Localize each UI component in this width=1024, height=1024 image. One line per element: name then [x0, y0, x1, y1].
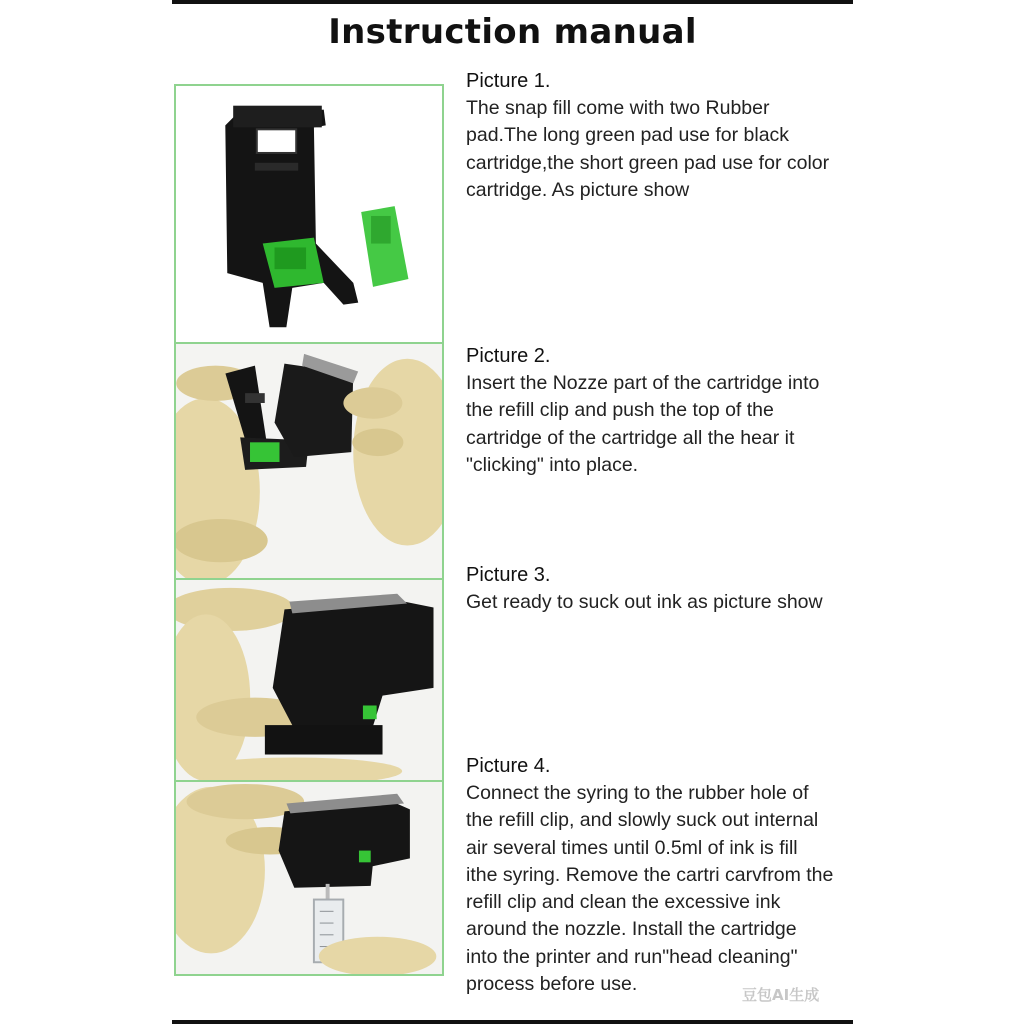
- step-picture-1: [466, 68, 858, 204]
- cartridge-insert-illustration: [176, 344, 442, 578]
- step-heading: Picture 1.: [466, 70, 551, 92]
- step-heading: Picture 3.: [466, 564, 551, 586]
- step-body: Get ready to suck out ink as picture show: [466, 591, 823, 613]
- syringe-attached-to-clip-photo: [174, 780, 444, 976]
- step-body: The snap fill come with two Rubber pad.The long green pad use for black cartridge,the short green pad use for color cartridge. As picture show: [466, 97, 830, 201]
- page-title: Instruction manual: [328, 12, 697, 52]
- refill-clip-illustration: [176, 86, 442, 342]
- step-body: Connect the syring to the rubber hole of the refill clip, and slowly suck out internal air several times until 0.5ml of ink is fill ithe syring. Remove the cartri carvfrom the refill clip and clean the excessive ink around the nozzle. Install the cartridge into the printer and run"head cleaning" process before use.: [466, 782, 834, 996]
- cartridge-held-illustration: [176, 580, 442, 780]
- step-heading: Picture 4.: [466, 755, 551, 777]
- syringe-illustration: [176, 782, 442, 974]
- step-picture-2: [466, 343, 858, 479]
- step-picture-4: [466, 753, 858, 998]
- step-picture-3: [466, 562, 858, 616]
- step-heading: Picture 2.: [466, 345, 551, 367]
- refill-clip-with-rubber-pads-photo: [174, 84, 444, 344]
- bottom-rule: [172, 1020, 853, 1024]
- cartridge-held-in-clip-photo: [174, 578, 444, 782]
- watermark: 豆包AI生成: [742, 986, 820, 1004]
- inserting-cartridge-into-clip-photo: [174, 342, 444, 580]
- step-body: Insert the Nozze part of the cartridge into the refill clip and push the top of the cartridge of the cartridge all the hear it "clicking" into place.: [466, 372, 820, 476]
- top-rule: [172, 0, 853, 4]
